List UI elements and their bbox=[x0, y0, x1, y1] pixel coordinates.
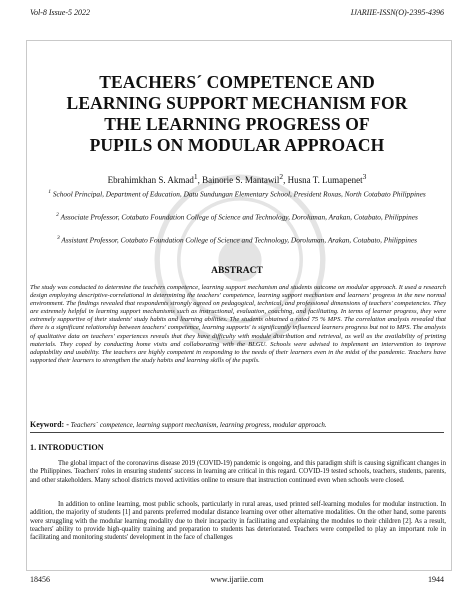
title-line: PUPILS ON MODULAR APPROACH bbox=[89, 135, 385, 155]
affiliation bbox=[34, 234, 440, 245]
author-affiliation-mark: 2 bbox=[279, 172, 284, 181]
author-affiliation-mark: 3 bbox=[362, 172, 367, 181]
affiliation-number: 1 bbox=[48, 189, 52, 195]
affiliation-text: Associate Professor, Cotabato Foundation College of Science and Technology, Doroluman, Arakan, Cotabato, Philippines bbox=[58, 212, 418, 222]
header-issn: IJARIIE-ISSN(O)-2395-4396 bbox=[350, 8, 444, 17]
affiliation bbox=[34, 188, 440, 199]
affiliation-text: School Principal, Department of Education, Datu Sundungan Elementary School, President Roxas, North Cotabato Philippines bbox=[51, 189, 426, 199]
title-line: LEARNING SUPPORT MECHANISM FOR bbox=[66, 93, 408, 113]
keywords-text: Teachers´ competence, learning support mechanism, learning progress, modular approach. bbox=[68, 421, 327, 429]
section-divider bbox=[30, 432, 444, 433]
abstract-heading: ABSTRACT bbox=[211, 266, 263, 276]
author-name: Ebrahimkhan S. Akmad bbox=[107, 175, 194, 185]
author-name: , Bainorie S. Mantawil bbox=[197, 175, 280, 185]
paper-title bbox=[34, 72, 440, 156]
author-affiliation-mark: 1 bbox=[193, 172, 198, 181]
keywords-label: Keyword: - bbox=[30, 420, 69, 429]
title-line: TEACHERS´ COMPETENCE AND bbox=[99, 72, 375, 92]
affiliation-text: Assistant Professor, Cotabato Foundation College of Science and Technology, Doroluman, Arakan, Cotabato, Philippines bbox=[59, 235, 418, 245]
title-line: THE LEARNING PROGRESS OF bbox=[104, 114, 370, 134]
affiliation-number: 3 bbox=[56, 235, 60, 241]
footer-article-id: 18456 bbox=[30, 575, 50, 584]
footer-website: www.ijariie.com bbox=[210, 575, 264, 584]
keywords bbox=[30, 420, 446, 429]
intro-paragraph: The global impact of the coronavirus disease 2019 (COVID-19) pandemic is ongoing, and this paradigm shift is causing significant changes in the Philippines. Teachers' roles in ensuring students' success in learning are critical in this regard. COVID-19 tested schools, teachers, students, parents, and other stakeholders. Many school districts moved activities online to ensure that instruction continued even when schools were closed. bbox=[30, 460, 446, 484]
abstract-body: The study was conducted to determine the teachers competence, learning support mechanism and students outcome on modular approach. It used a research design employing descriptive-correlational in determining the teachers' competence, learning support mechanism and learners' progress in the new normal environment. The findings revealed that respondents strongly agreed on pedagogical, technical, and professional dimensions of teachers' competencies. They are extremely helpful in learning support mechanisms such as instructional, evaluation, coaching, and facilitating. In terms of learner progress, they were extremely supportive of their students' study habits and learning abilities. The students obtained a rated 75 % MPS. The correlation analysis revealed that there is a significant relationship between teachers' competence, learning supports' is significantly influenced learners progress but not to MPS. The analysis of qualitative data on teachers' experiences reveals that they have difficulty with module distribution and retrieval, as well as the availability of printing materials. They coped by conducting home visits and collaborating with the BLGU. Schools were advised to implement an intervention to improve adaptability and usability. The teachers are highly competent in responding to the needs of their learners even in the midst of the pandemic. Teachers have supported their learners to strengthen the study habits and learning skills of the pupils. bbox=[30, 284, 446, 364]
footer-page-number: 1944 bbox=[428, 575, 444, 584]
section-heading: 1. INTRODUCTION bbox=[30, 443, 104, 452]
author-list bbox=[34, 172, 440, 185]
affiliation bbox=[34, 211, 440, 222]
author-name: , Husna T. Lumapenet bbox=[283, 175, 363, 185]
affiliation-number: 2 bbox=[56, 212, 59, 218]
intro-paragraph: In addition to online learning, most public schools, particularly in rural areas, used printed self-learning modules for modular instruction. In addition, the majority of students [1] and parents preferred modular distance learning over other alternative modalities. On the other hand, some parents were struggling with the modular learning modality due to their incapacity in facilitating and explaining the modules to their children [2]. As a result, teachers' ability to provide high-quality training and preparation to students has deteriorated. Teachers were compelled to play an important role in facilitating and monitoring students' development in the face of challenges bbox=[30, 501, 446, 542]
header-volume: Vol-8 Issue-5 2022 bbox=[30, 8, 90, 17]
